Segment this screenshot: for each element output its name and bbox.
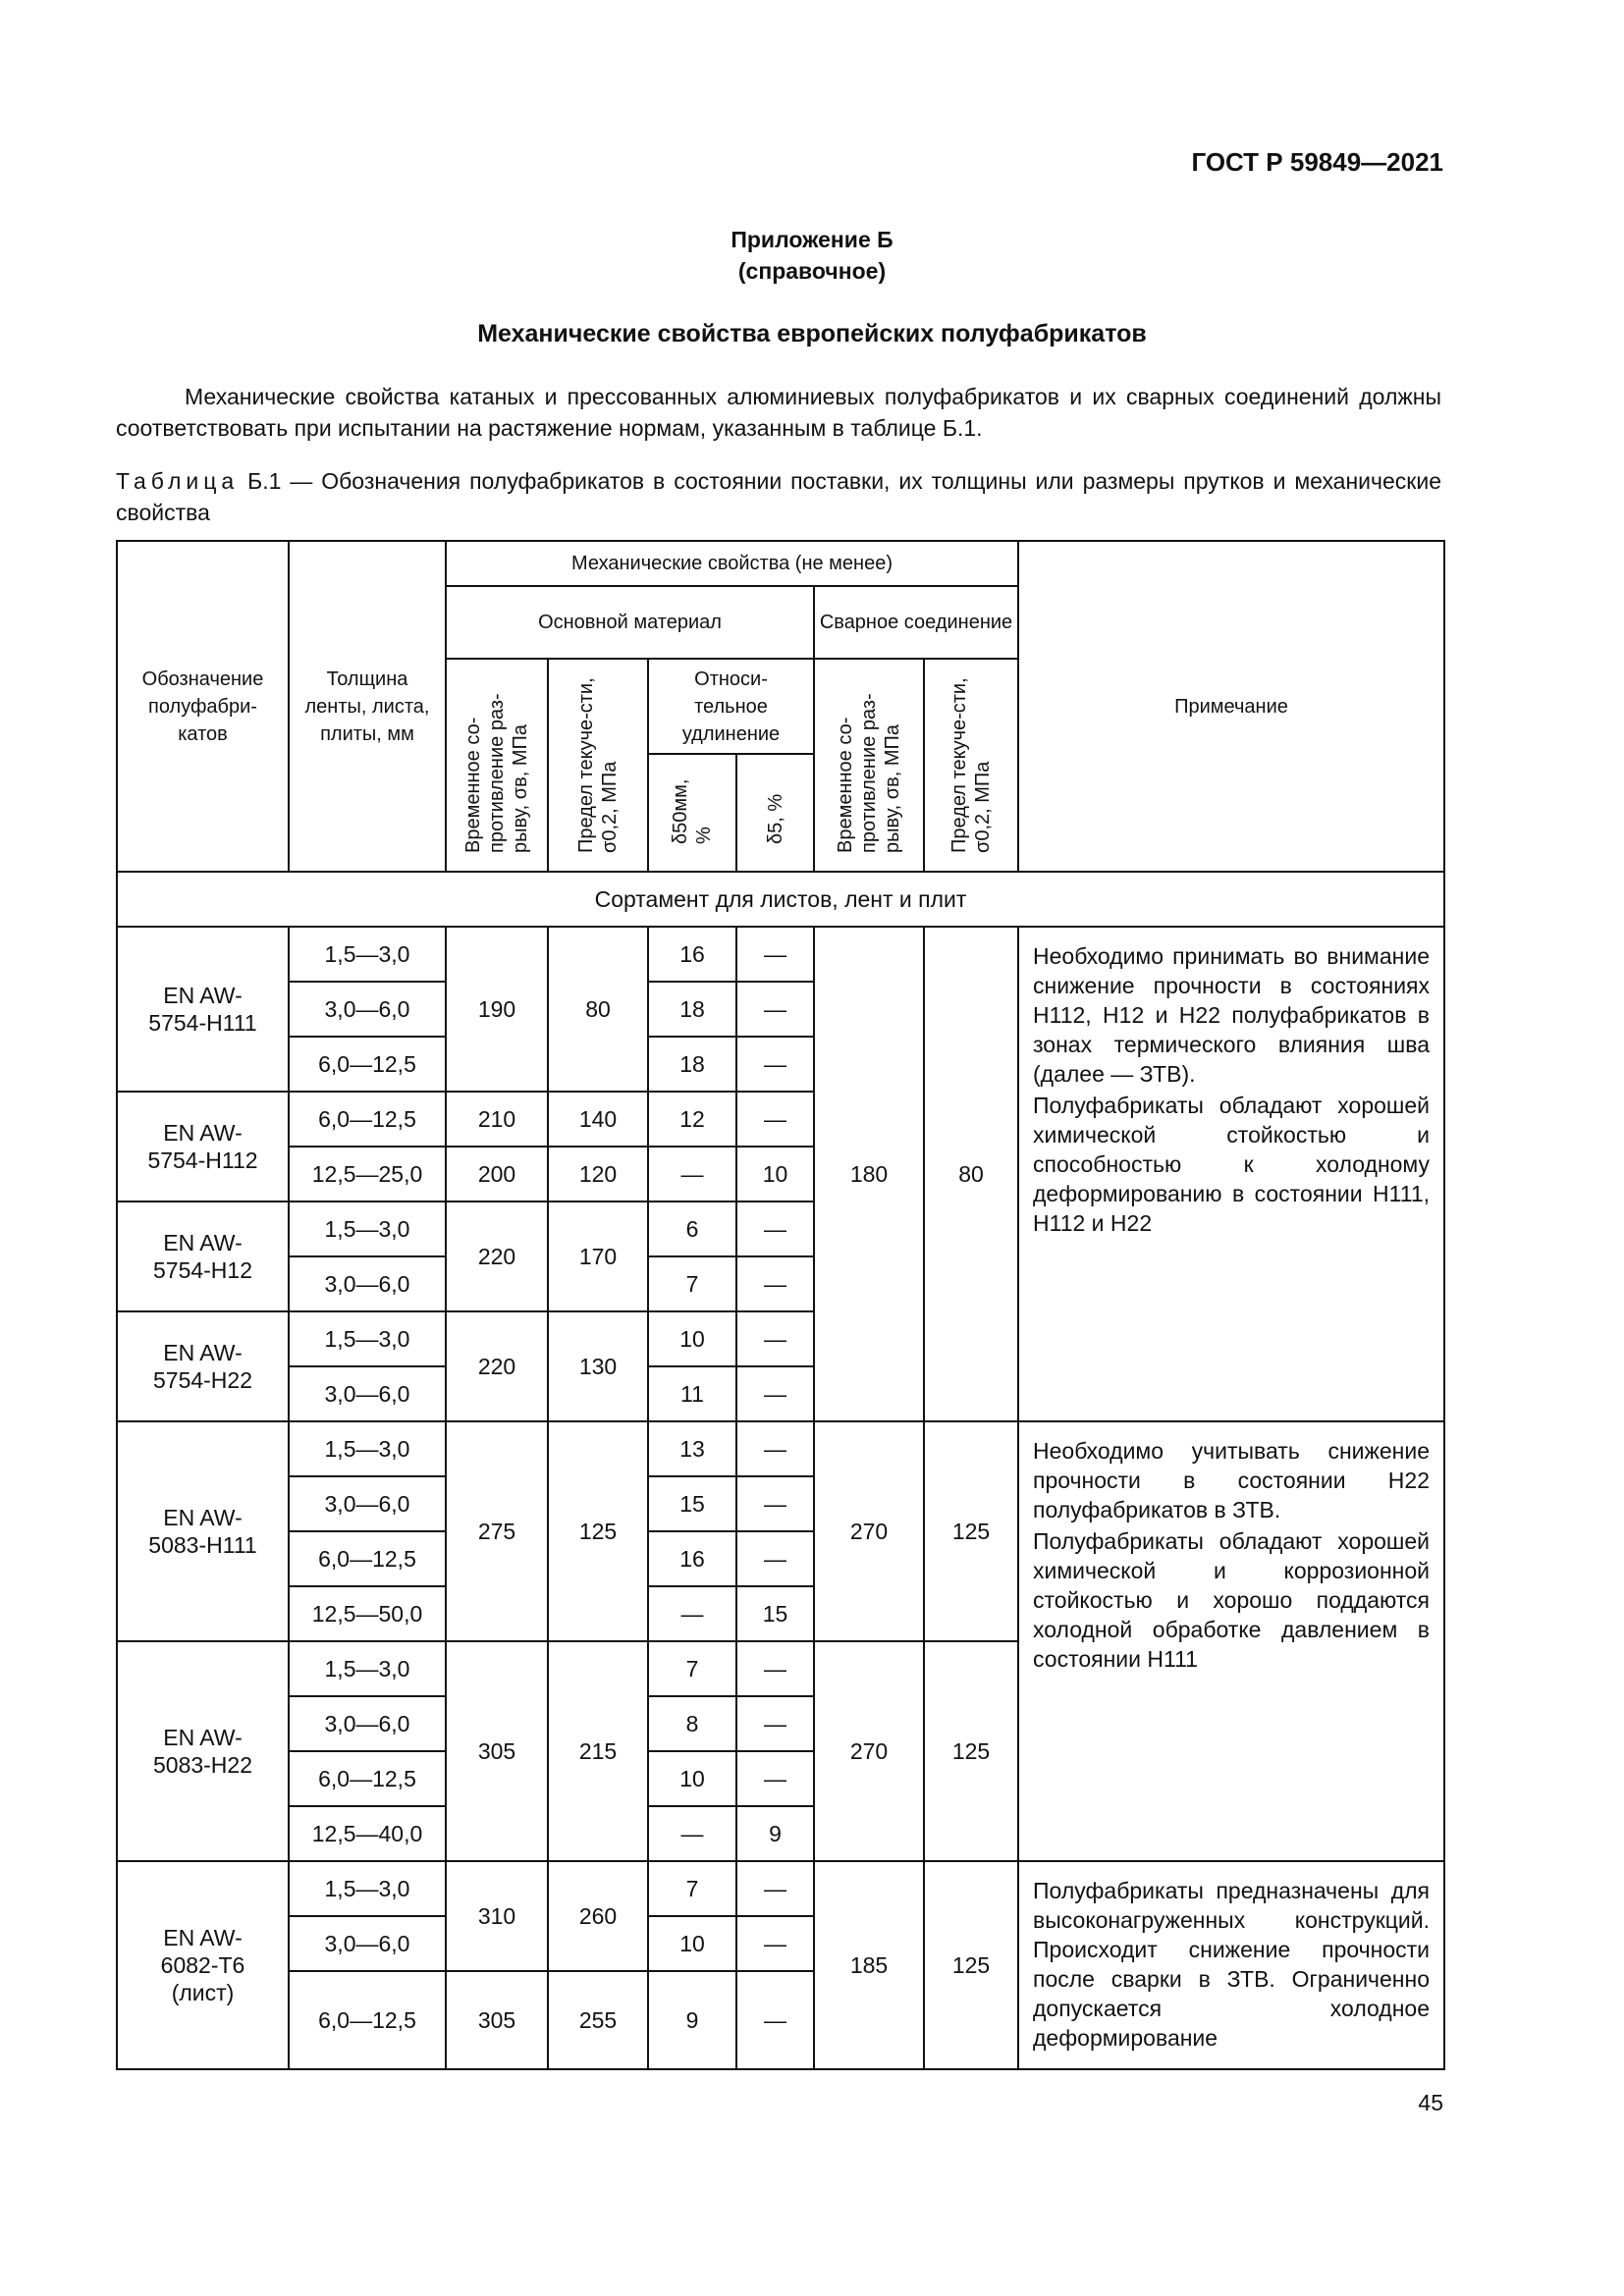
- elongation-d5-cell: —: [736, 1696, 814, 1751]
- thickness-cell: 12,5—25,0: [289, 1147, 446, 1201]
- header-weld-tensile-strength: Временное со-противление раз-рыву, σв, МПа: [814, 659, 924, 872]
- table-caption-text: Б.1 — Обозначения полуфабрикатов в состоянии поставки, их толщины или размеры прутков и механические свойства: [116, 468, 1441, 525]
- elongation-d50-cell: 9: [648, 1971, 736, 2069]
- tensile-cell: 305: [446, 1641, 548, 1861]
- elongation-d50-cell: 18: [648, 1037, 736, 1092]
- elongation-d5-cell: 10: [736, 1147, 814, 1201]
- document-code: ГОСТ Р 59849—2021: [1191, 147, 1443, 177]
- header-base-material: Основной материал: [446, 586, 814, 659]
- tensile-cell: 220: [446, 1201, 548, 1311]
- elongation-d5-cell: —: [736, 1037, 814, 1092]
- tensile-cell: 210: [446, 1092, 548, 1147]
- elongation-d5-cell: —: [736, 1256, 814, 1311]
- designation-cell: EN AW-5754-H22: [117, 1311, 289, 1421]
- elongation-d50-cell: —: [648, 1586, 736, 1641]
- elongation-d5-cell: 9: [736, 1806, 814, 1861]
- weld-yield-cell: 125: [924, 1861, 1018, 2069]
- note-cell: [1018, 1421, 1444, 1861]
- elongation-d5-cell: —: [736, 1916, 814, 1971]
- yield-cell: 120: [548, 1147, 648, 1201]
- yield-cell: 80: [548, 927, 648, 1092]
- header-thickness: Толщина ленты, листа, плиты, мм: [289, 541, 446, 872]
- elongation-d5-cell: —: [736, 1641, 814, 1696]
- thickness-cell: 1,5—3,0: [289, 1201, 446, 1256]
- header-elongation-d50: δ50мм, %: [648, 754, 736, 872]
- yield-cell: 130: [548, 1311, 648, 1421]
- elongation-d5-cell: —: [736, 1092, 814, 1147]
- weld-tensile-cell: 180: [814, 927, 924, 1421]
- header-yield-strength: Предел текуче-сти, σ0,2, МПа: [548, 659, 648, 872]
- header-designation: Обозначение полуфабри-катов: [117, 541, 289, 872]
- elongation-d5-cell: —: [736, 1531, 814, 1586]
- intro-paragraph: Механические свойства катаных и прессованных алюминиевых полуфабрикатов и их сварных соединений должны соответствовать при испытании на растяжение нормам, указанным в таблице Б.1.: [116, 384, 1441, 441]
- weld-tensile-cell: 270: [814, 1421, 924, 1641]
- note-paragraph: Необходимо принимать во внимание снижение прочности в состояниях H112, H12 и H22 полуфабрикатов в зонах термического влияния шва (далее — ЗТВ).: [1033, 943, 1431, 1087]
- tensile-cell: 305: [446, 1971, 548, 2069]
- elongation-d50-cell: 10: [648, 1311, 736, 1366]
- yield-cell: 215: [548, 1641, 648, 1861]
- note-paragraph: Полуфабрикаты обладают хорошей химической стойкостью и способностью к холодному деформированию в состоянии H111, H112 и H22: [1033, 1093, 1431, 1236]
- tensile-cell: 190: [446, 927, 548, 1092]
- elongation-d5-cell: —: [736, 1366, 814, 1421]
- elongation-d5-cell: —: [736, 1311, 814, 1366]
- header-weld-yield-strength: Предел текуче-сти, σ0,2, МПа: [924, 659, 1018, 872]
- weld-yield-cell: 80: [924, 927, 1018, 1421]
- designation-cell: EN AW-5083-H111: [117, 1421, 289, 1641]
- table-caption: [116, 465, 1441, 528]
- elongation-d50-cell: —: [648, 1147, 736, 1201]
- elongation-d50-cell: 11: [648, 1366, 736, 1421]
- thickness-cell: 6,0—12,5: [289, 1037, 446, 1092]
- header-welded-joint: Сварное соединение: [814, 586, 1018, 659]
- elongation-d5-cell: —: [736, 1476, 814, 1531]
- note-paragraph: Полуфабрикаты предназначены для высоконагруженных конструкций. Происходит снижение прочности после сварки в ЗТВ. Ограниченно допускается холодное деформирование: [1033, 1878, 1431, 2051]
- elongation-d50-cell: 10: [648, 1916, 736, 1971]
- thickness-cell: 1,5—3,0: [289, 927, 446, 982]
- tensile-cell: 310: [446, 1861, 548, 1971]
- elongation-d50-cell: 6: [648, 1201, 736, 1256]
- elongation-d50-cell: 7: [648, 1641, 736, 1696]
- elongation-d50-cell: 16: [648, 927, 736, 982]
- thickness-cell: 1,5—3,0: [289, 1421, 446, 1476]
- thickness-cell: 6,0—12,5: [289, 1531, 446, 1586]
- elongation-d5-cell: —: [736, 1971, 814, 2069]
- thickness-cell: 12,5—40,0: [289, 1806, 446, 1861]
- thickness-cell: 1,5—3,0: [289, 1861, 446, 1916]
- elongation-d50-cell: —: [648, 1806, 736, 1861]
- designation-cell: EN AW-6082-T6 (лист): [117, 1861, 289, 2069]
- note-paragraph: Полуфабрикаты обладают хорошей химической и коррозионной стойкостью и хорошо поддаются холодной обработке давлением в состоянии H111: [1033, 1528, 1431, 1672]
- elongation-d5-cell: —: [736, 982, 814, 1037]
- page-number: 45: [1418, 2090, 1443, 2115]
- elongation-d50-cell: 18: [648, 982, 736, 1037]
- designation-cell: EN AW-5083-H22: [117, 1641, 289, 1861]
- tensile-cell: 275: [446, 1421, 548, 1641]
- elongation-d5-cell: —: [736, 1861, 814, 1916]
- elongation-d50-cell: 12: [648, 1092, 736, 1147]
- appendix-type: (справочное): [737, 258, 887, 284]
- yield-cell: 255: [548, 1971, 648, 2069]
- header-elongation: Относи-тельное удлинение: [648, 659, 814, 754]
- thickness-cell: 3,0—6,0: [289, 1256, 446, 1311]
- weld-yield-cell: 125: [924, 1641, 1018, 1861]
- thickness-cell: 3,0—6,0: [289, 1366, 446, 1421]
- elongation-d50-cell: 7: [648, 1256, 736, 1311]
- thickness-cell: 6,0—12,5: [289, 1092, 446, 1147]
- tensile-cell: 220: [446, 1311, 548, 1421]
- section-row: Сортамент для листов, лент и плит: [117, 872, 1444, 927]
- elongation-d5-cell: —: [736, 1201, 814, 1256]
- yield-cell: 170: [548, 1201, 648, 1311]
- header-mechanical-properties: Механические свойства (не менее): [446, 541, 1018, 586]
- thickness-cell: 3,0—6,0: [289, 982, 446, 1037]
- weld-tensile-cell: 185: [814, 1861, 924, 2069]
- tensile-cell: 200: [446, 1147, 548, 1201]
- page-title: Механические свойства европейских полуфабрикатов: [477, 320, 1147, 347]
- header-tensile-strength: Временное со-противление раз-рыву, σв, МПа: [446, 659, 548, 872]
- appendix-heading: [0, 224, 1624, 287]
- table-caption-label: Таблица: [116, 468, 240, 494]
- elongation-d50-cell: 8: [648, 1696, 736, 1751]
- weld-yield-cell: 125: [924, 1421, 1018, 1641]
- designation-cell: EN AW-5754-H111: [117, 927, 289, 1092]
- note-cell: [1018, 927, 1444, 1421]
- thickness-cell: 6,0—12,5: [289, 1971, 446, 2069]
- elongation-d5-cell: —: [736, 927, 814, 982]
- appendix-label: Приложение Б: [731, 227, 893, 252]
- elongation-d5-cell: 15: [736, 1586, 814, 1641]
- properties-table: [116, 540, 1445, 2070]
- elongation-d50-cell: 13: [648, 1421, 736, 1476]
- thickness-cell: 12,5—50,0: [289, 1586, 446, 1641]
- weld-tensile-cell: 270: [814, 1641, 924, 1861]
- designation-cell: EN AW-5754-H12: [117, 1201, 289, 1311]
- elongation-d5-cell: —: [736, 1421, 814, 1476]
- thickness-cell: 1,5—3,0: [289, 1641, 446, 1696]
- note-cell: [1018, 1861, 1444, 2069]
- thickness-cell: 6,0—12,5: [289, 1751, 446, 1806]
- elongation-d50-cell: 16: [648, 1531, 736, 1586]
- thickness-cell: 1,5—3,0: [289, 1311, 446, 1366]
- yield-cell: 260: [548, 1861, 648, 1971]
- thickness-cell: 3,0—6,0: [289, 1476, 446, 1531]
- elongation-d50-cell: 10: [648, 1751, 736, 1806]
- elongation-d5-cell: —: [736, 1751, 814, 1806]
- note-paragraph: Необходимо учитывать снижение прочности в состоянии H22 полуфабрикатов в ЗТВ.: [1033, 1438, 1431, 1522]
- designation-cell: EN AW-5754-H112: [117, 1092, 289, 1201]
- yield-cell: 125: [548, 1421, 648, 1641]
- elongation-d50-cell: 15: [648, 1476, 736, 1531]
- thickness-cell: 3,0—6,0: [289, 1916, 446, 1971]
- header-note: Примечание: [1018, 541, 1444, 872]
- thickness-cell: 3,0—6,0: [289, 1696, 446, 1751]
- elongation-d50-cell: 7: [648, 1861, 736, 1916]
- yield-cell: 140: [548, 1092, 648, 1147]
- header-elongation-d5: δ5, %: [736, 754, 814, 872]
